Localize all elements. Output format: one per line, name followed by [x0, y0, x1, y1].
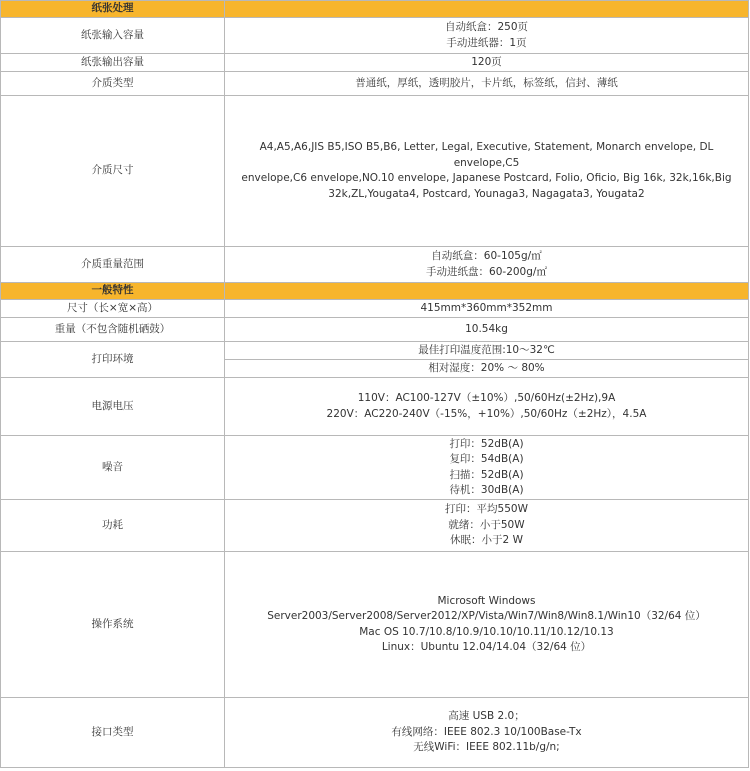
value-line: envelope,C6 envelope,NO.10 envelope, Japanese Postcard, Folio, Oficio, Big 16k, 32k,16k,Big — [241, 172, 732, 184]
row-value — [225, 378, 749, 436]
row-os — [1, 552, 749, 698]
row-consumption — [1, 500, 749, 552]
section-filler — [225, 1, 749, 18]
value-line: Linux：Ubuntu 12.04/14.04（32/64 位） — [381, 641, 592, 653]
value-line: A4,A5,A6,JIS B5,ISO B5,B6, Letter, Legal, Executive, Statement, Monarch envelope, DL envelope,C5 — [259, 141, 714, 169]
value-line: 自动纸盒：250页 — [444, 21, 529, 33]
row-label: 功耗 — [1, 500, 225, 552]
row-label: 介质类型 — [1, 72, 225, 96]
row-input-capacity — [1, 18, 749, 54]
value-line: 110V：AC100-127V（±10%）,50/60Hz(±2Hz),9A — [357, 392, 616, 404]
section-paper-handling — [1, 1, 749, 18]
row-weight — [1, 318, 749, 342]
value-line: 手动进纸盘：60-200g/㎡ — [426, 265, 547, 278]
row-power — [1, 378, 749, 436]
value-line: 高速 USB 2.0； — [448, 710, 525, 723]
row-label: 纸张输出容量 — [1, 54, 225, 72]
value-line: 扫描：52dB(A) — [449, 468, 524, 481]
value-line: 复印：54dB(A) — [449, 453, 524, 465]
section-general — [1, 283, 749, 300]
row-noise — [1, 436, 749, 500]
value-line: 休眠：小于2 W — [450, 534, 523, 547]
row-label: 纸张输入容量 — [1, 18, 225, 54]
value-line: 手动进纸器：1页 — [446, 36, 527, 49]
row-label: 操作系统 — [1, 552, 225, 698]
row-value: 120页 — [225, 54, 749, 72]
row-value: 415mm*360mm*352mm — [225, 300, 749, 318]
row-value: 最佳打印温度范围:10～32℃ — [225, 342, 749, 360]
value-line: 打印：52dB(A) — [449, 437, 524, 450]
row-media-weight — [1, 247, 749, 283]
row-value: 相对湿度：20% ～ 80% — [225, 360, 749, 378]
value-line: 有线网络：IEEE 802.3 10/100Base-Tx — [391, 725, 582, 738]
value-line: Server2003/Server2008/Server2012/XP/Vista/Win7/Win8/Win8.1/Win10（32/64 位） — [267, 610, 706, 622]
row-media-type — [1, 72, 749, 96]
row-label: 重量（不包含随机硒鼓） — [1, 318, 225, 342]
value-line: 自动纸盒：60-105g/㎡ — [431, 250, 542, 262]
value-line: 打印：平均550W — [445, 503, 528, 516]
section-title: 纸张处理 — [1, 1, 225, 18]
value-line: 无线WiFi：IEEE 802.11b/g/n; — [413, 741, 560, 754]
section-title: 一般特性 — [1, 283, 225, 300]
row-label: 介质尺寸 — [1, 96, 225, 247]
row-value — [225, 500, 749, 552]
value-line: 32k,ZL,Yougata4, Postcard, Younaga3, Nagagata3, Yougata2 — [328, 187, 645, 200]
row-label: 打印环境 — [1, 342, 225, 378]
row-value: 10.54kg — [225, 318, 749, 342]
row-label: 接口类型 — [1, 698, 225, 768]
row-value — [225, 698, 749, 768]
row-interface — [1, 698, 749, 768]
row-label: 尺寸（长×宽×高） — [1, 300, 225, 318]
row-label: 电源电压 — [1, 378, 225, 436]
row-dimensions — [1, 300, 749, 318]
row-value — [225, 96, 749, 247]
row-value — [225, 436, 749, 500]
row-environment-temp — [1, 342, 749, 360]
row-value — [225, 552, 749, 698]
row-label: 噪音 — [1, 436, 225, 500]
row-value — [225, 18, 749, 54]
value-line: Microsoft Windows — [437, 594, 536, 607]
value-line: Mac OS 10.7/10.8/10.9/10.10/10.11/10.12/10.13 — [359, 625, 614, 638]
value-line: 就绪：小于50W — [448, 518, 525, 531]
value-line: 待机：30dB(A) — [449, 484, 524, 496]
section-filler — [225, 283, 749, 300]
value-line: 220V：AC220-240V（-15%，+10%）,50/60Hz（±2Hz），4.5A — [326, 407, 647, 420]
row-value — [225, 247, 749, 283]
row-value: 普通纸，厚纸，透明胶片，卡片纸，标签纸，信封、薄纸 — [225, 72, 749, 96]
row-output-capacity — [1, 54, 749, 72]
row-media-size — [1, 96, 749, 247]
row-label: 介质重量范围 — [1, 247, 225, 283]
